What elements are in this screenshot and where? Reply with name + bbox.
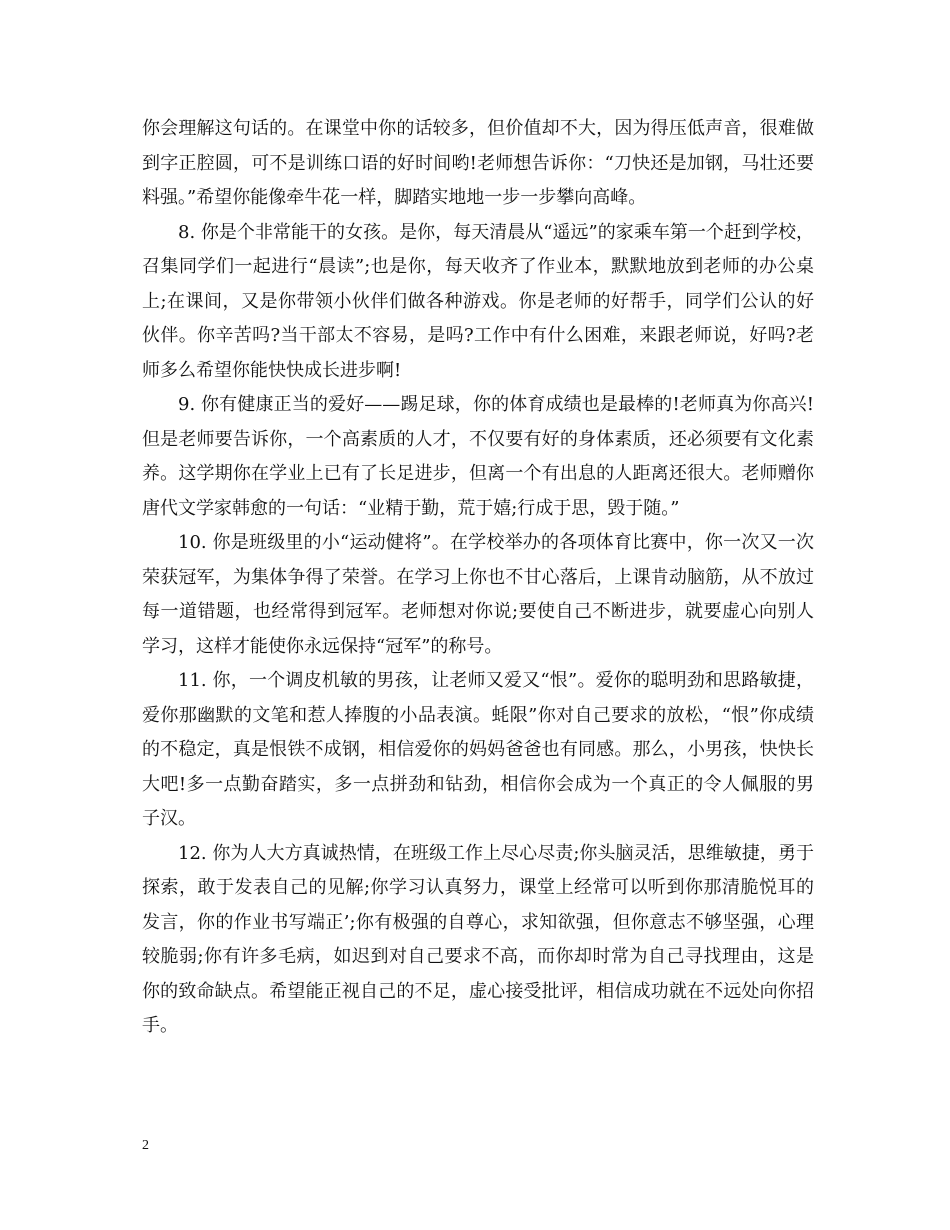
page-number: 2 [142, 1138, 149, 1153]
paragraph-7-continued: 你会理解这句话的。在课堂中你的话较多，但价值却不大，因为得压低声音，很难做到字正腔圆，可不是训练口语的好时间哟!老师想告诉你：“刀快还是加钢，马壮还要料强。”希望你能像牵牛花一样，脚踏实地地一步一步攀向高峰。 [142, 118, 814, 208]
paragraph-11: 11. 你，一个调皮机敏的男孩，让老师又爱又“恨”。爱你的聪明劲和思路敏捷，爱你那幽默的文笔和惹人捧腹的小品表演。蚝限”你对自己要求的放松，“恨”你成绩的不稳定，真是恨铁不成钢，相信爱你的妈妈爸爸也有同感。那么，小男孩，快快长大吧!多一点勤奋踏实，多一点拼劲和钻劲，相信你会成为一个真正的令人佩服的男子汉。 [142, 670, 814, 829]
paragraph-12: 12. 你为人大方真诚热情，在班级工作上尽心尽责;你头脑灵活，思维敏捷，勇于探索，敢于发表自己的见解;你学习认真努力，课堂上经常可以听到你那清脆悦耳的发言，你的作业书写端正’;你有极强的自尊心，求知欲强，但你意志不够坚强，心理较脆弱;你有许多毛病，如迟到对自己要求不高，而你却时常为自己寻找理由，这是你的致命缺点。希望能正视自己的不足，虚心接受批评，相信成功就在不远处向你招手。 [142, 842, 814, 1036]
document-body [142, 112, 814, 1044]
paragraph-10: 10. 你是班级里的小“运动健将”。在学校举办的各项体育比赛中，你一次又一次荣获冠军，为集体争得了荣誉。在学习上你也不甘心落后，上课肯动脑筋，从不放过每一道错题，也经常得到冠军。老师想对你说;要使自己不断进步，就要虚心向别人学习，这样才能使你永远保持“冠军”的称号。 [142, 532, 814, 657]
paragraph-9: 9. 你有健康正当的爱好——踢足球，你的体育成绩也是最棒的!老师真为你高兴!但是老师要告诉你，一个高素质的人才，不仅要有好的身体素质，还必须要有文化素养。这学期你在学业上已有了长足进步，但离一个有出息的人距离还很大。老师赠你唐代文学家韩愈的一句话：“业精于勤，荒于嬉;行成于思，毁于随。” [142, 394, 814, 519]
paragraph-8: 8. 你是个非常能干的女孩。是你，每天清晨从“遥远”的家乘车第一个赶到学校，召集同学们一起进行“晨读”;也是你，每天收齐了作业本，默默地放到老师的办公桌上;在课间，又是你带领小伙伴们做各种游戏。你是老师的好帮手，同学们公认的好伙伴。你辛苦吗?当干部太不容易，是吗?工作中有什么困难，来跟老师说，好吗?老师多么希望你能快快成长进步啊! [142, 221, 814, 381]
